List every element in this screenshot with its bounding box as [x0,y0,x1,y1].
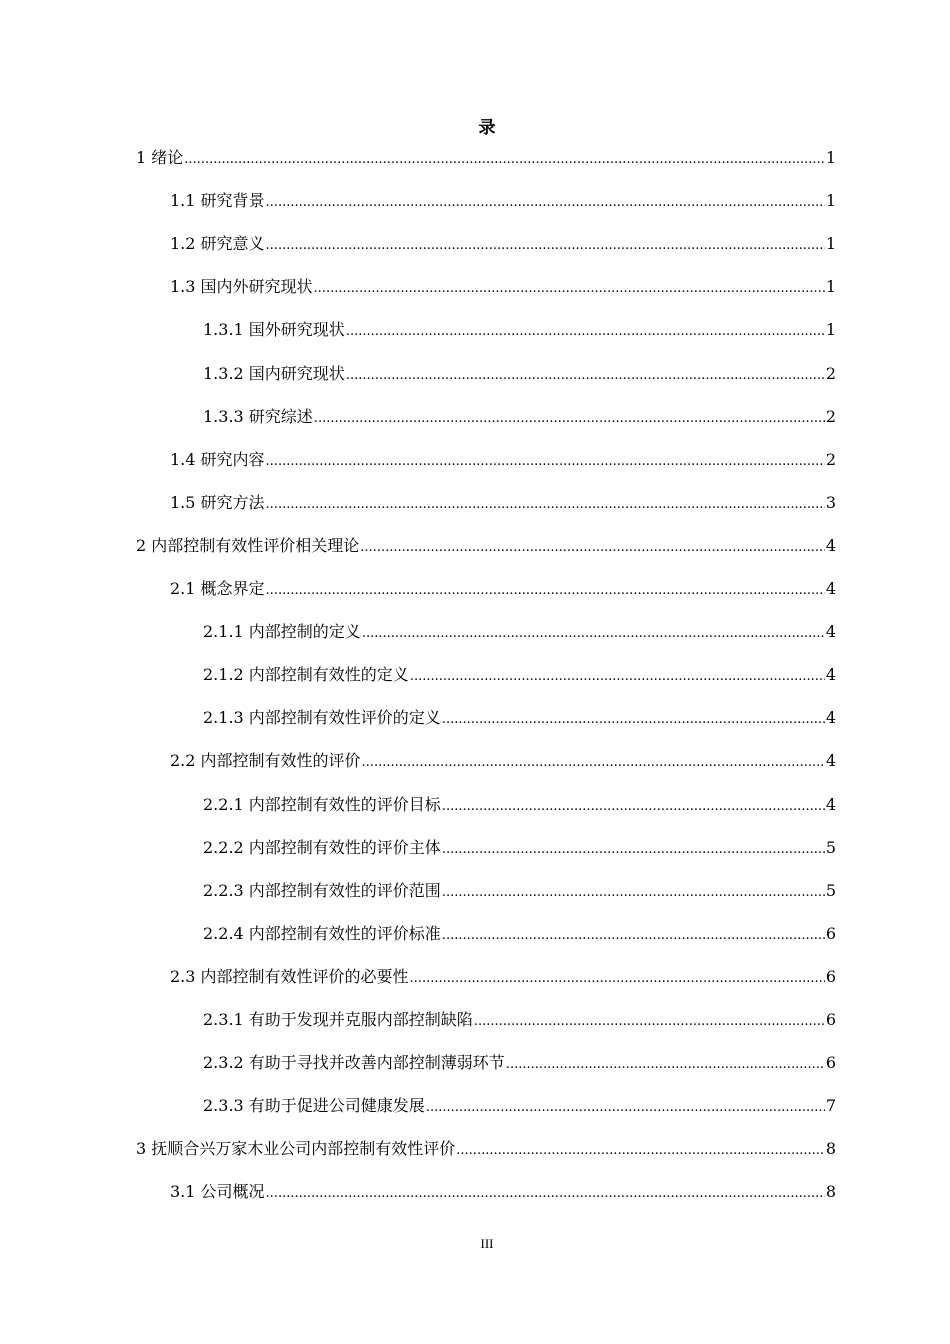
toc-entry[interactable] [203,791,836,819]
toc-entry-label: 1.3.3 研究综述 [203,406,313,426]
toc-entry[interactable] [203,360,836,388]
toc-entry-page: 1 [825,191,836,211]
toc-entry-label: 2.1.1 内部控制的定义 [203,622,361,642]
toc-entry-label: 2.1.3 内部控制有效性评价的定义 [203,708,441,728]
toc-entry[interactable] [170,273,836,301]
toc-entry[interactable] [203,704,836,732]
toc-entry-label: 2.2 内部控制有效性的评价 [170,751,361,771]
toc-entry-page: 1 [825,320,836,340]
toc-dot-leader [474,1008,825,1036]
toc-entry-label: 2.1 概念界定 [170,579,265,598]
toc-entry-label: 2.3.1 有助于发现并克服内部控制缺陷 [203,1010,473,1029]
toc-entry-page: 4 [825,579,836,598]
toc-entry[interactable] [170,230,836,258]
toc-dot-leader [442,879,825,907]
toc-entry-label: 2.1.2 内部控制有效性的定义 [203,665,409,685]
toc-entry-label: 1.3.2 国内研究现状 [203,363,345,383]
toc-entry[interactable] [170,1178,836,1206]
toc-dot-leader [266,577,825,605]
toc-dot-leader [266,491,825,519]
toc-dot-leader [266,232,825,260]
toc-entry-page: 1 [825,277,836,297]
toc-entry-label: 2.3.2 有助于寻找并改善内部控制薄弱环节 [203,1053,505,1073]
toc-entry[interactable] [203,1049,836,1077]
toc-entry-label: 1.4 研究内容 [170,449,265,469]
toc-entry-label: 1.3 国内外研究现状 [170,277,313,297]
toc-dot-leader [346,362,825,390]
toc-entry-label: 2.2.4 内部控制有效性的评价标准 [203,923,441,943]
toc-dot-leader [410,965,825,993]
toc-entry-label: 2.3 内部控制有效性评价的必要性 [170,966,409,986]
toc-entry-label: 2.3.3 有助于促进公司健康发展 [203,1096,425,1116]
toc-entry-label: 2.2.1 内部控制有效性的评价目标 [203,794,441,814]
toc-dot-leader [360,534,825,562]
toc-entry[interactable] [136,144,836,172]
toc-entry-page: 6 [825,966,836,986]
toc-dot-leader [442,793,825,821]
toc-entry[interactable] [203,1006,836,1034]
toc-entry-page: 2 [825,449,836,469]
toc-dot-leader [456,1137,825,1165]
toc-entry-page: 6 [825,1010,836,1029]
toc-entry[interactable] [203,1092,836,1120]
toc-entry-label: 2.2.2 内部控制有效性的评价主体 [203,837,441,857]
toc-entry[interactable] [203,661,836,689]
toc-entry-page: 4 [825,794,836,814]
toc-dot-leader [362,620,825,648]
toc-entry[interactable] [203,618,836,646]
toc-entry-page: 4 [825,535,836,555]
toc-entry[interactable] [170,575,836,603]
toc-entry[interactable] [203,834,836,862]
toc-dot-leader [426,1094,825,1122]
toc-dot-leader [442,836,825,864]
toc-entry-page: 4 [825,622,836,642]
toc-entry-label: 3.1 公司概况 [170,1182,265,1202]
toc-entry[interactable] [203,316,836,344]
toc-entry-label: 1.2 研究意义 [170,234,265,254]
toc-entry-page: 6 [825,923,836,943]
toc-entry[interactable] [170,446,836,474]
toc-entry[interactable] [170,489,836,517]
toc-entry-page: 1 [825,234,836,254]
toc-entry-page: 6 [825,1053,836,1073]
toc-entry-label: 1 绪论 [136,148,184,167]
toc-entry-label: 1.3.1 国外研究现状 [203,320,345,340]
toc-entry-label: 1.1 研究背景 [170,191,265,211]
toc-entry[interactable] [170,747,836,775]
toc-entry-page: 7 [825,1096,836,1116]
toc-dot-leader [410,663,825,691]
toc-entry[interactable] [203,877,836,905]
toc-entry-page: 8 [825,1139,836,1159]
toc-entry[interactable] [170,187,836,215]
toc-entry-label: 3 抚顺合兴万家木业公司内部控制有效性评价 [136,1139,456,1159]
toc-dot-leader [506,1051,825,1079]
toc-dot-leader [362,749,825,777]
toc-entry-page: 8 [825,1182,836,1202]
toc-entry[interactable] [136,1135,836,1163]
toc-dot-leader [346,318,825,346]
toc-dot-leader [314,405,825,433]
toc-heading: 录 [478,118,496,138]
toc-dot-leader [184,146,825,174]
toc-entry-label: 2.2.3 内部控制有效性的评价范围 [203,880,441,900]
toc-entry-page: 5 [825,837,836,857]
toc-entry-page: 4 [825,751,836,771]
toc-entry-page: 1 [825,148,836,167]
toc-entry-page: 4 [825,708,836,728]
toc-entry[interactable] [136,532,836,560]
toc-dot-leader [266,448,825,476]
toc-dot-leader [314,275,825,303]
toc-entry[interactable] [203,403,836,431]
toc-entry-page: 3 [825,492,836,512]
toc-entry[interactable] [203,920,836,948]
toc-dot-leader [442,922,825,950]
toc-entry[interactable] [170,963,836,991]
toc-entry-page: 4 [825,665,836,685]
page-number: III [480,1236,494,1251]
toc-entry-page: 2 [825,406,836,426]
toc-dot-leader [442,706,825,734]
toc-entry-label: 1.5 研究方法 [170,492,265,512]
toc-dot-leader [266,1180,825,1208]
toc-entry-page: 5 [825,880,836,900]
toc-dot-leader [266,189,825,217]
toc-entry-page: 2 [825,363,836,383]
toc-entry-label: 2 内部控制有效性评价相关理论 [136,535,360,555]
